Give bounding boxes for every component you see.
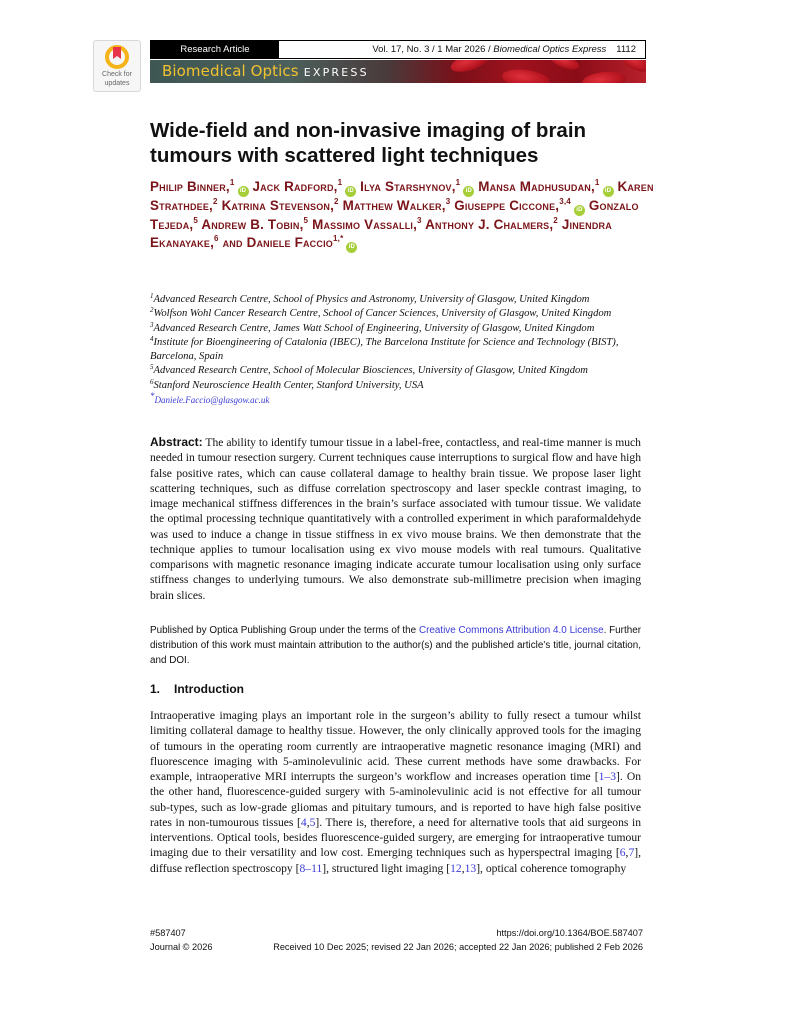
affiliation-number: 3 <box>150 320 154 329</box>
license-prefix: Published by Optica Publishing Group under the terms of the <box>150 625 419 636</box>
affiliation-number: 1 <box>150 292 154 300</box>
citation-link[interactable]: 13 <box>464 861 477 875</box>
citation-link[interactable]: 5 <box>309 815 316 829</box>
intro-text-segment: ]. There is, therefore, a need for alternative tools that aid surgeons in interventions. Optical tools, besides fluorescence-guided surgery, are emerging for intraoperative tumour imaging due to their versatility and low cost. Emerging techniques such as hyperspectral imaging [ <box>150 815 641 860</box>
author-name: Karen Strathdee, <box>150 179 654 213</box>
license-suffix: . Further distribution of this work must maintain attribution to the author(s) and the published article’s title, journal citation, and DOI. <box>150 625 641 667</box>
intro-text-segment: ], optical coherence tomography <box>476 861 627 875</box>
intro-text-segment: , <box>625 846 629 860</box>
author-name: Massimo Vassalli, <box>312 217 418 232</box>
author <box>201 217 308 232</box>
citation-link[interactable]: 8–11 <box>299 861 323 875</box>
journal-logo <box>162 62 369 82</box>
author-name: Giuseppe Ciccone, <box>454 198 560 213</box>
author <box>343 198 451 213</box>
check-for-updates-line1: Check for <box>102 71 132 78</box>
author-affiliation-marker: 5 <box>303 216 309 225</box>
author-affiliation-marker: 3 <box>445 197 451 206</box>
affiliation <box>150 336 660 365</box>
author <box>150 179 249 194</box>
paper-title: Wide-field and non-invasive imaging of brain tumours with scattered light techniques <box>150 119 587 167</box>
author-name: and Daniele Faccio <box>222 235 333 251</box>
author <box>222 198 339 213</box>
author-affiliation-marker: 1 <box>455 178 461 187</box>
orcid-icon[interactable]: iD <box>574 205 585 216</box>
author-name: Gonzalo Tejeda, <box>150 198 639 232</box>
affiliation-number: 2 <box>150 306 154 315</box>
author <box>252 179 356 194</box>
author-affiliation-marker: 3 <box>417 216 422 225</box>
affiliation-text: Advanced Research Centre, James Watt School of Engineering, University of Glasgow, United Kingdom <box>153 322 595 334</box>
affiliation <box>150 293 660 307</box>
orcid-icon[interactable]: iD <box>345 186 356 197</box>
blood-cell-decoration <box>619 60 646 76</box>
license-link[interactable]: Creative Commons Attribution 4.0 License <box>418 625 604 636</box>
orcid-icon[interactable]: iD <box>238 186 249 197</box>
author-affiliation-marker: 1 <box>594 178 600 187</box>
author-affiliation-marker: 2 <box>334 197 339 206</box>
section-number: 1. <box>150 682 161 696</box>
affiliation <box>150 322 660 336</box>
journal-logo-suffix: EXPRESS <box>303 66 369 79</box>
orcid-icon[interactable]: iD <box>603 186 614 197</box>
author-name: Katrina Stevenson, <box>221 198 335 213</box>
affiliation <box>150 307 660 321</box>
check-for-updates-line2: updates <box>104 80 130 87</box>
corresponding-email-link[interactable]: Daniele.Faccio@glasgow.ac.uk <box>154 395 270 406</box>
check-for-updates-badge[interactable] <box>93 40 141 92</box>
affiliation-text: Stanford Neuroscience Health Center, Stanford University, USA <box>153 379 424 391</box>
article-type-label: Research Article <box>151 41 279 58</box>
author-affiliation-marker: 5 <box>193 216 198 225</box>
introduction-text <box>150 708 641 876</box>
volume-info: Vol. 17, No. 3 / 1 Mar 2026 / <box>372 44 494 55</box>
intro-text-segment: ], structured light imaging [ <box>322 861 451 875</box>
publication-dates: Received 10 Dec 2025; revised 22 Jan 2026; accepted 22 Jan 2026; published 2 Feb 2026 <box>273 942 643 952</box>
author-name: Andrew B. Tobin, <box>201 217 304 232</box>
citation-info <box>279 41 645 58</box>
orcid-icon[interactable]: iD <box>346 242 357 253</box>
affiliation-text: Advanced Research Centre, School of Molecular Biosciences, University of Glasgow, United Kingdom <box>153 365 588 377</box>
copyright: Journal © 2026 <box>150 942 213 952</box>
corresponding-author <box>150 393 660 408</box>
affiliation-text: Advanced Research Centre, School of Physics and Astronomy, University of Glasgow, United Kingdom <box>153 294 590 305</box>
manuscript-id: #587407 <box>150 928 186 938</box>
author-name: Ilya Starshynov, <box>360 179 456 194</box>
citation-link[interactable]: 6 <box>619 846 626 860</box>
abstract-label: Abstract: <box>150 435 203 449</box>
author-name: Anthony J. Chalmers, <box>425 217 554 232</box>
author-name: Jinendra Ekanayake, <box>150 217 612 251</box>
author <box>360 179 474 194</box>
author-name: Mansa Madhusudan, <box>478 179 595 194</box>
author-list <box>150 178 660 253</box>
intro-text-segment: , <box>461 861 465 875</box>
author-name: Jack Radford, <box>252 179 338 194</box>
affiliation-text: Institute for Bioengineering of Catalonia (IBEC), The Barcelona Institute for Science and Technology (BIST), Barcelona, Spain <box>150 336 619 363</box>
abstract <box>150 435 641 603</box>
author-affiliation-marker: 1,* <box>333 234 344 244</box>
affiliation-number: 6 <box>150 377 154 386</box>
intro-text-segment: ]. On the other hand, fluorescence-guided surgery with 5-aminolevulinic acid is not effective for all tumour sub-types, such as low-grade gliomas and pituitary tumours, and is reported to have high false positive rates in non-tumourous tissues [ <box>150 770 641 829</box>
author <box>478 179 613 194</box>
citation-link[interactable]: 12 <box>450 861 462 875</box>
affiliation <box>150 379 660 393</box>
affiliation <box>150 364 660 378</box>
author <box>454 198 585 213</box>
blood-cell-decoration <box>549 60 581 73</box>
author-name: Matthew Walker, <box>342 198 446 213</box>
affiliation-list <box>150 293 660 408</box>
author-affiliation-marker: 2 <box>212 197 218 206</box>
page-footer <box>150 926 643 954</box>
page-number: 1112 <box>616 44 636 55</box>
affiliation-text: Wolfson Wohl Cancer Research Centre, School of Cancer Sciences, University of Glasgow, United Kingdom <box>153 308 612 320</box>
affiliation-number: 4 <box>150 334 154 343</box>
author-affiliation-marker: 6 <box>214 234 219 244</box>
blood-cell-decoration <box>581 70 627 83</box>
check-for-updates-icon <box>104 44 130 70</box>
orcid-icon[interactable]: iD <box>463 186 474 197</box>
license-statement <box>150 623 641 669</box>
journal-logo-name: Biomedical Optics <box>162 62 299 80</box>
section-title: Introduction <box>174 682 244 696</box>
journal-banner <box>150 60 646 83</box>
intro-text-segment: Intraoperative imaging plays an important role in the surgeon’s ability to fully resect a tumour whilst limiting collateral damage to healthy tissue. However, the only clinically approved tools for the imaging of tumours in the operating room currently are intraoperative magnetic resonance imaging (MRI) and fluorescence imaging with 5-aminolevulinic acid. These current methods have some drawbacks. For example, intraoperative MRI interrupts the surgeon’s workflow and increases operation time [ <box>150 709 641 783</box>
author-affiliation-marker: 2 <box>553 216 558 225</box>
doi-link[interactable]: https://doi.org/10.1364/BOE.587407 <box>496 928 643 938</box>
author-affiliation-marker: 1 <box>229 178 235 187</box>
author <box>223 235 358 250</box>
citation-link[interactable]: 4 <box>300 815 307 829</box>
abstract-text: The ability to identify tumour tissue in a label-free, contactless, and real-time manner is much needed in tumour resection surgery. Current techniques cause interruptions to surgical flow and have high false positive rates, which can cause collateral damage to healthy brain tissue. We propose laser light scattering techniques, such as diffuse correlation spectroscopy and laser speckle contrast imaging, to image mechanical stiffness differences in the brain’s surface associated with tumour tissue. We validate the optimal processing technique quantitatively with a controlled experiment in which paraformaldehyde was used to induce a change in tissue stiffness in ex vivo mouse brains. We then demonstrate that the technique applies to tumour localisation using ex vivo mouse models with real tumours. Qualitative comparisons with magnetic resonance imaging indicate accurate tumour localisation using only surface stiffness changes to underlying tumours. We also demonstrate sub-millimetre precision when imaging brain slices. <box>150 436 641 602</box>
section-heading-introduction <box>150 681 244 697</box>
blood-cell-decoration <box>449 60 492 76</box>
author-name: Philip Binner, <box>150 179 230 194</box>
intro-text-segment: , <box>306 815 310 829</box>
journal-header-bar <box>150 40 646 59</box>
journal-name: Biomedical Optics Express <box>493 44 607 55</box>
affiliation-number: 5 <box>150 363 154 372</box>
blood-cell-decoration <box>501 67 551 83</box>
citation-link[interactable]: 1–3 <box>598 770 616 783</box>
citation-link[interactable]: 7 <box>628 846 635 860</box>
author <box>425 217 558 232</box>
intro-text-segment: ], diffuse reflection spectroscopy [ <box>150 846 641 875</box>
author-affiliation-marker: 1 <box>337 178 343 187</box>
corresponding-marker: * <box>150 391 155 402</box>
author <box>312 217 422 232</box>
author-affiliation-marker: 3,4 <box>559 197 571 206</box>
